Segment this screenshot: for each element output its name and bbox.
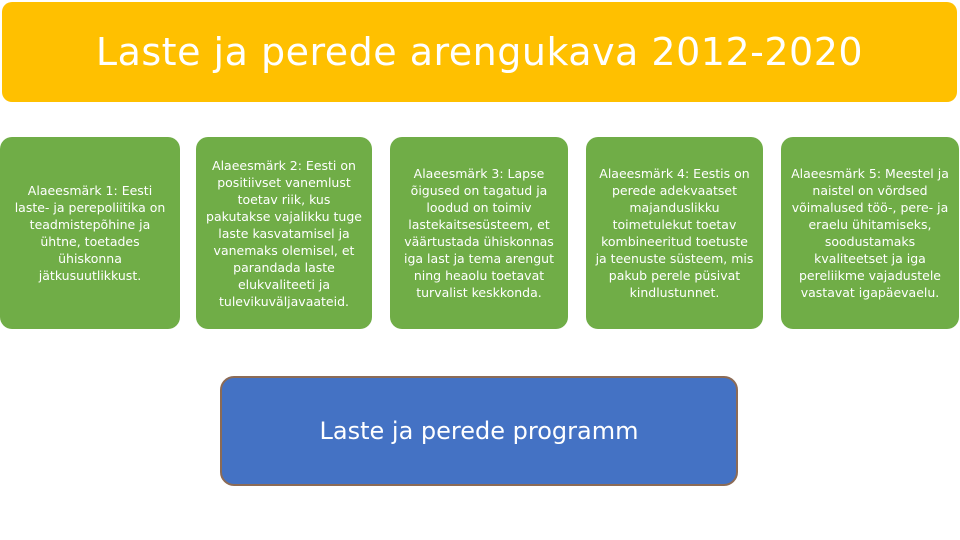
- goal-text-1: Alaeesmärk 1: Eesti laste- ja perepoliitika on teadmistepõhine ja ühtne, toetades ühiskonna jätkusuutlikkust.: [14, 183, 166, 283]
- goal-text-4: Alaeesmärk 4: Eestis on perede adekvaatset majanduslikku toimetulekut toetav kombineeritud toetuste ja teenuste süsteem, mis pakub perele püsivat kindlustunnet.: [595, 166, 754, 300]
- goal-box-4: [586, 137, 763, 329]
- title-banner: [2, 2, 957, 102]
- program-label: Laste ja perede programm: [319, 417, 639, 445]
- goal-box-5: [781, 137, 959, 329]
- diagram-title: Laste ja perede arengukava 2012-2020: [95, 30, 864, 74]
- goal-box-1: [0, 137, 180, 329]
- goal-text-5: Alaeesmärk 5: Meestel ja naistel on võrdsed võimalused töö-, pere- ja eraelu ühitamiseks, soodustamaks kvaliteetset ja iga pereliikme vajadustele vastavat igapäevaelu.: [791, 166, 949, 300]
- goal-text-2: Alaeesmärk 2: Eesti on positiivset vanemlust toetav riik, kus pakutakse vajalikku tuge laste kasvatamisel ja vanemaks olemisel, et parandada laste elukvaliteeti ja tulevikuväljavaateid.: [206, 157, 362, 309]
- goal-box-2: [196, 137, 372, 329]
- program-box: [220, 376, 738, 486]
- goal-text-3: Alaeesmärk 3: Lapse õigused on tagatud ja loodud on toimiv lastekaitsesüsteem, et väärtustada ühiskonnas iga last ja tema arengut ning heaolu toetavat turvalist keskkonda.: [404, 166, 554, 300]
- goal-box-3: [390, 137, 568, 329]
